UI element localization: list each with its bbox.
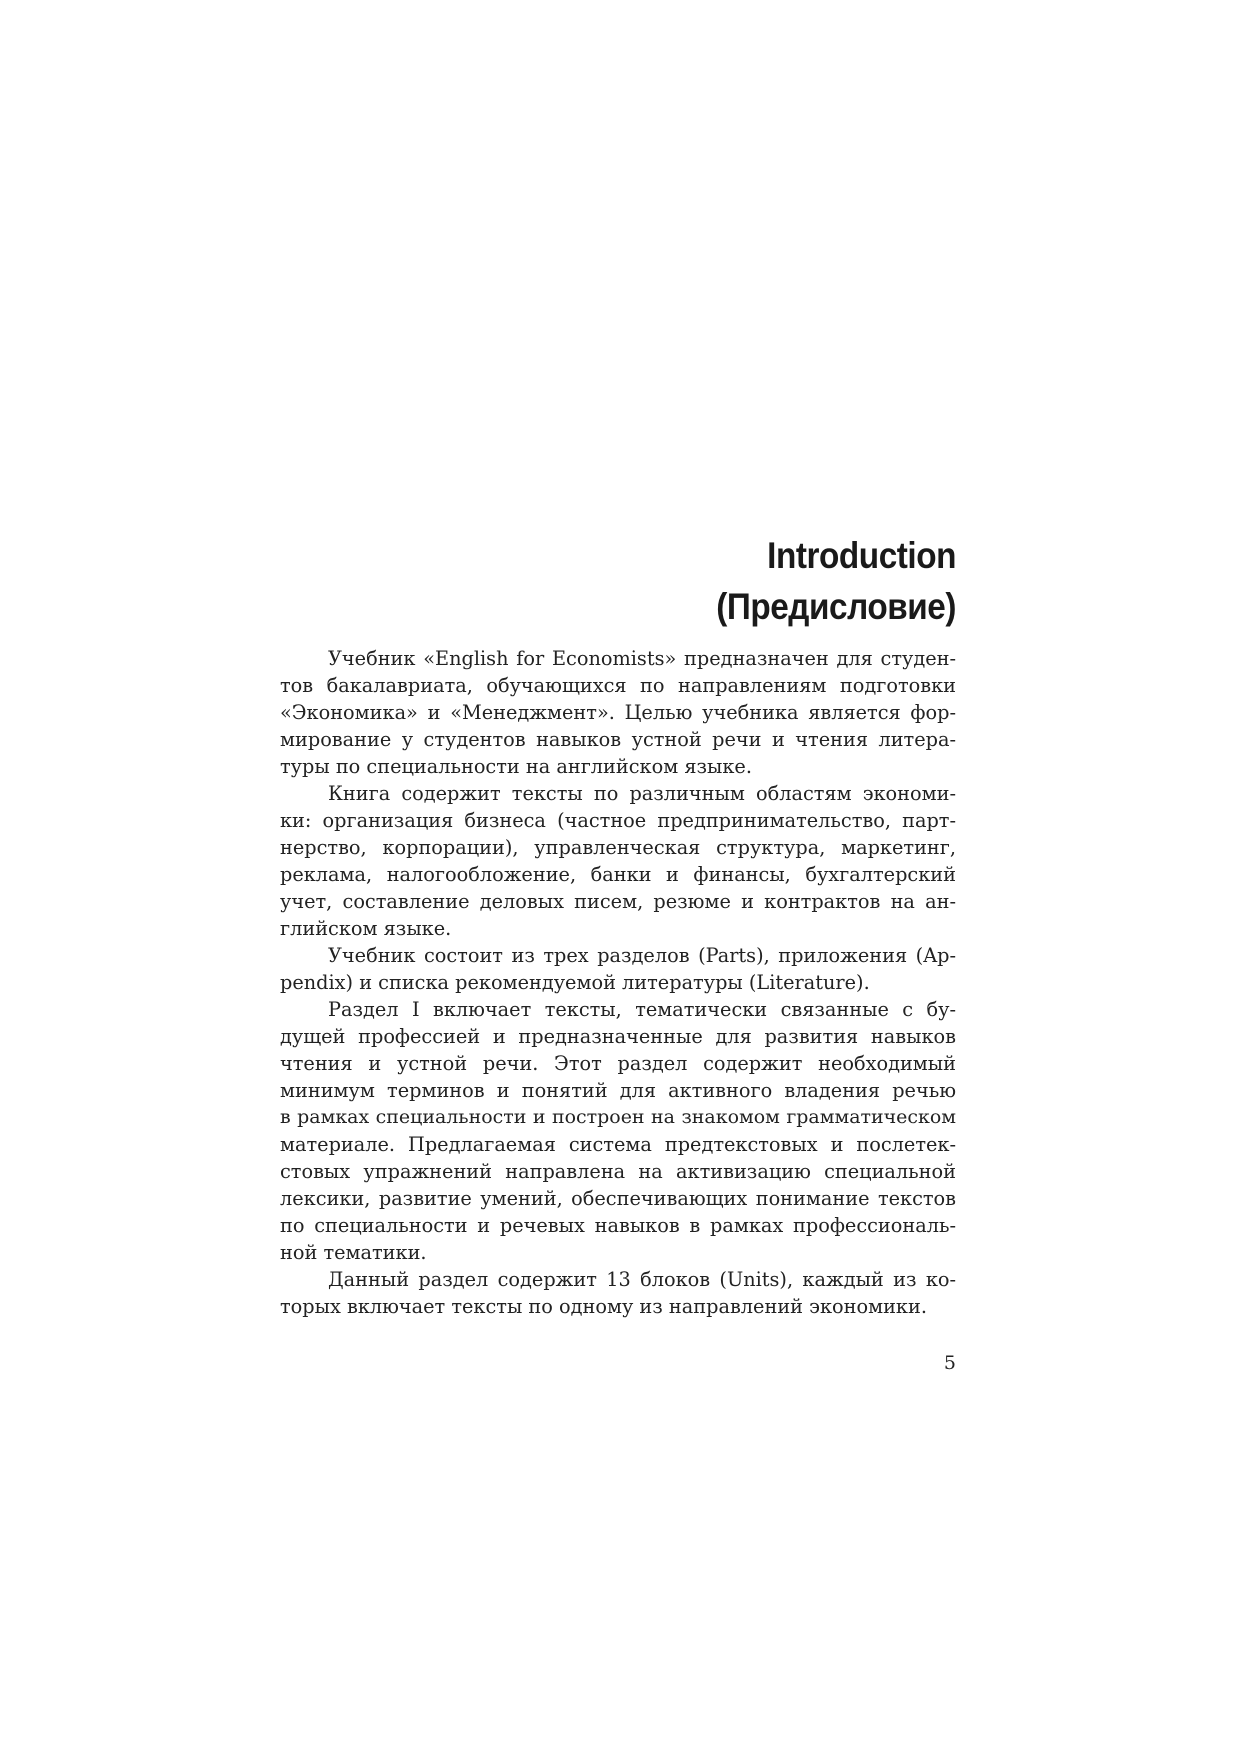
- text-line: ной тематики.: [280, 1241, 427, 1264]
- page-number: 5: [943, 1352, 956, 1374]
- text-line: глийском языке.: [280, 917, 452, 940]
- text-line: мирование у студентов навыков устной речи и чтения литера-: [280, 728, 956, 751]
- paragraph: [280, 996, 956, 1266]
- heading-title: Introduction: [767, 535, 956, 576]
- text-line: Данный раздел содержит 13 блоков (Units), каждый из ко-: [328, 1268, 956, 1291]
- text-line: минимум терминов и понятий для активного владения речью: [280, 1079, 956, 1102]
- text-line: туры по специальности на английском языке.: [280, 755, 752, 778]
- text-line: Учебник «English for Economists» предназначен для студен-: [328, 647, 956, 670]
- text-line: стовых упражнений направлена на активизацию специальной: [280, 1160, 956, 1183]
- text-line: Учебник состоит из трех разделов (Parts), приложения (Ap-: [328, 944, 956, 967]
- text-line: материале. Предлагаемая система предтекстовых и послетек-: [280, 1133, 956, 1156]
- heading-subtitle: (Предисловие): [716, 586, 956, 627]
- text-line: Раздел I включает тексты, тематически связанные с бу-: [328, 998, 956, 1021]
- text-line: в рамках специальности и построен на знакомом грамматическом: [280, 1106, 956, 1128]
- text-line: лексики, развитие умений, обеспечивающих понимание текстов: [280, 1187, 956, 1210]
- text-line: по специальности и речевых навыков в рамках профессиональ-: [280, 1214, 956, 1237]
- text-line: Книга содержит тексты по различным областям экономи-: [328, 782, 956, 805]
- text-line: ки: организация бизнеса (частное предпринимательство, парт-: [280, 809, 956, 832]
- text-line: тов бакалавриата, обучающихся по направлениям подготовки: [280, 674, 956, 697]
- text-line: учет, составление деловых писем, резюме и контрактов на ан-: [280, 890, 956, 913]
- text-line: pendix) и списка рекомендуемой литературы (Literature).: [280, 971, 870, 994]
- chapter-heading: [348, 530, 956, 632]
- text-line: дущей профессией и предназначенные для развития навыков: [280, 1025, 956, 1048]
- text-line: торых включает тексты по одному из направлений экономики.: [280, 1295, 927, 1318]
- paragraph: [280, 942, 956, 996]
- text-line: чтения и устной речи. Этот раздел содержит необходимый: [280, 1052, 956, 1075]
- paragraph: [280, 1266, 956, 1320]
- paragraph: [280, 645, 956, 780]
- text-line: «Экономика» и «Менеджмент». Целью учебника является фор-: [280, 701, 956, 724]
- text-line: нерство, корпорации), управленческая структура, маркетинг,: [280, 836, 956, 859]
- paragraph: [280, 780, 956, 942]
- text-line: реклама, налогообложение, банки и финансы, бухгалтерский: [280, 863, 956, 886]
- body-text: [280, 645, 956, 1320]
